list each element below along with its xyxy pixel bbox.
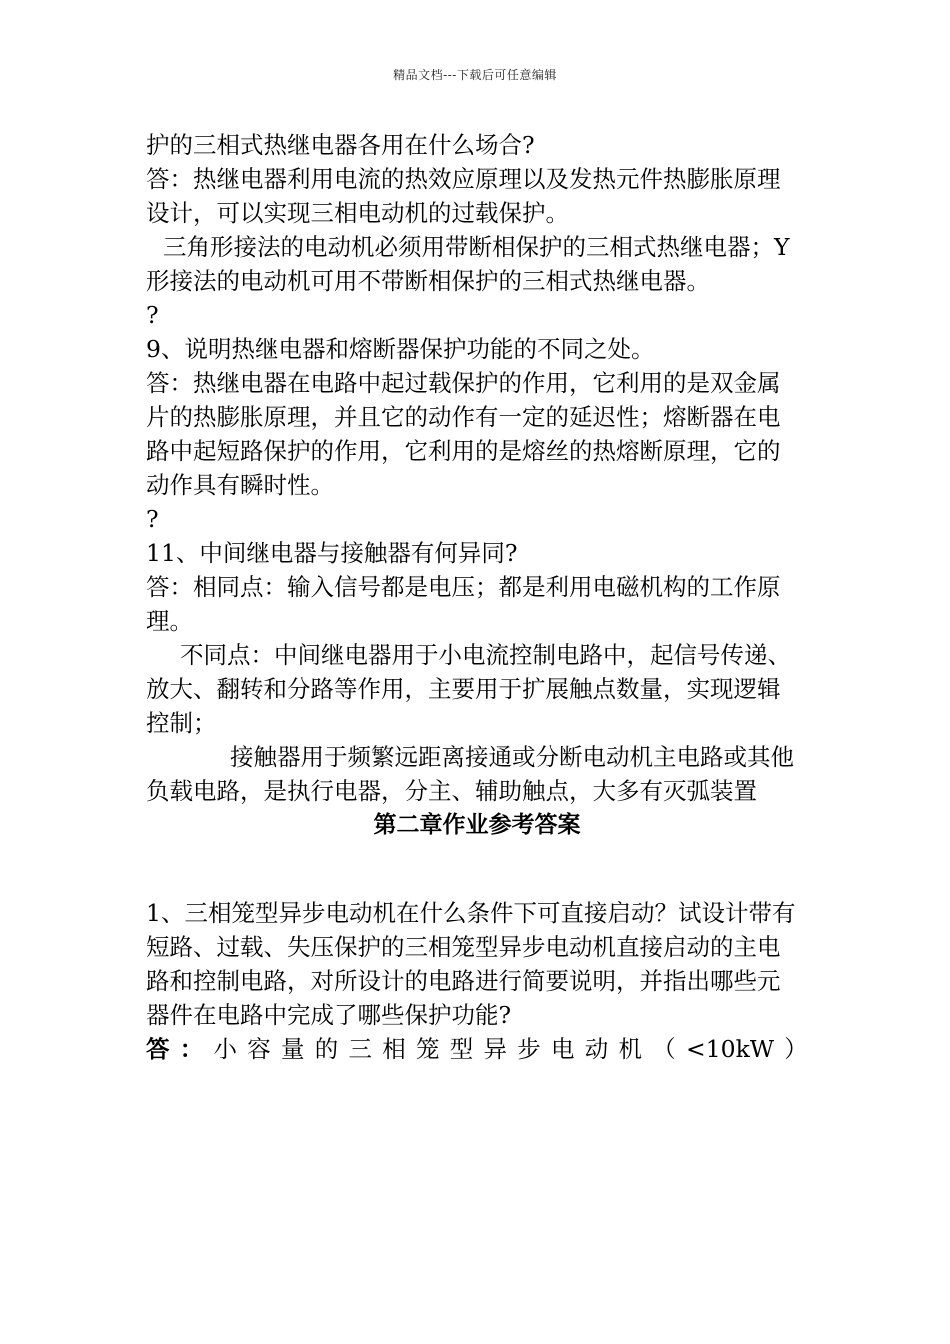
answer-token: ：: [179, 1035, 204, 1063]
text-line: 答：热继电器在电路中起过载保护的作用，它利用的是双金属: [146, 369, 781, 397]
answer-token: 相: [382, 1035, 406, 1063]
page-header: 精品文档---下载后可任意编辑: [393, 68, 557, 82]
text-line: 设计，可以实现三相电动机的过载保护。: [146, 199, 569, 227]
answer-token: 量: [281, 1035, 305, 1063]
answer-token: <10kW: [686, 1035, 774, 1063]
answer-token: 型: [449, 1035, 474, 1063]
question-1: 1、三相笼型异步电动机在什么条件下可直接启动？试设计带有: [146, 899, 796, 927]
question-9: 9、说明热继电器和熔断器保护功能的不同之处。: [146, 335, 655, 363]
text-line: 护的三相式热继电器各用在什么场合?: [146, 131, 535, 159]
text-line: 器件在电路中完成了哪些保护功能?: [146, 1001, 512, 1029]
text-line: 控制；: [146, 709, 217, 737]
question-11: 11、中间继电器与接触器有何异同?: [146, 539, 518, 567]
text-line: ?: [146, 301, 159, 329]
text-line: 片的热膨胀原理，并且它的动作有一定的延迟性；熔断器在电: [146, 403, 781, 431]
text-line: 答：热继电器利用电流的热效应原理以及发热元件热膨胀原理: [146, 165, 781, 193]
answer-token: 机: [618, 1035, 642, 1063]
text-line: 形接法的电动机可用不带断相保护的三相式热继电器。: [146, 267, 710, 295]
answer-token: 三: [348, 1035, 372, 1063]
answer-token: 异: [483, 1035, 507, 1063]
text-line: 路和控制电路，对所设计的电路进行简要说明，并指出哪些元: [146, 967, 781, 995]
text-line: 三角形接法的电动机必须用带断相保护的三相式热继电器；Y: [163, 233, 790, 261]
text-line: ?: [146, 505, 159, 533]
text-line: 动作具有瞬时性。: [146, 471, 334, 499]
text-line: 短路、过载、失压保护的三相笼型异步电动机直接启动的主电: [146, 933, 781, 961]
answer-line: [146, 1032, 808, 1066]
answer-token: 容: [247, 1035, 271, 1063]
answer-token: 步: [517, 1035, 541, 1063]
text-line: 放大、翻转和分路等作用，主要用于扩展触点数量，实现逻辑: [146, 675, 781, 703]
answer-token: ）: [784, 1035, 808, 1063]
answer-token: 答: [146, 1035, 170, 1063]
answer-token: 电: [551, 1035, 575, 1063]
document-body: [146, 128, 808, 1066]
answer-token: 小: [213, 1035, 237, 1063]
text-line: 路中起短路保护的作用，它利用的是熔丝的热熔断原理，它的: [146, 437, 781, 465]
chapter-title: 第二章作业参考答案: [373, 811, 581, 838]
text-line: 答：相同点：输入信号都是电压；都是利用电磁机构的工作原: [146, 573, 781, 601]
answer-token: （: [652, 1035, 676, 1063]
text-line: 接触器用于频繁远距离接通或分断电动机主电路或其他: [230, 743, 794, 771]
answer-token: 的: [314, 1035, 339, 1063]
answer-token: 笼: [416, 1035, 440, 1063]
text-line: 不同点：中间继电器用于小电流控制电路中，起信号传递、: [180, 641, 791, 669]
text-line: 理。: [146, 607, 193, 635]
answer-token: 动: [584, 1035, 609, 1063]
text-line: 负载电路，是执行电器，分主、辅助触点，大多有灭弧装置: [146, 777, 757, 805]
